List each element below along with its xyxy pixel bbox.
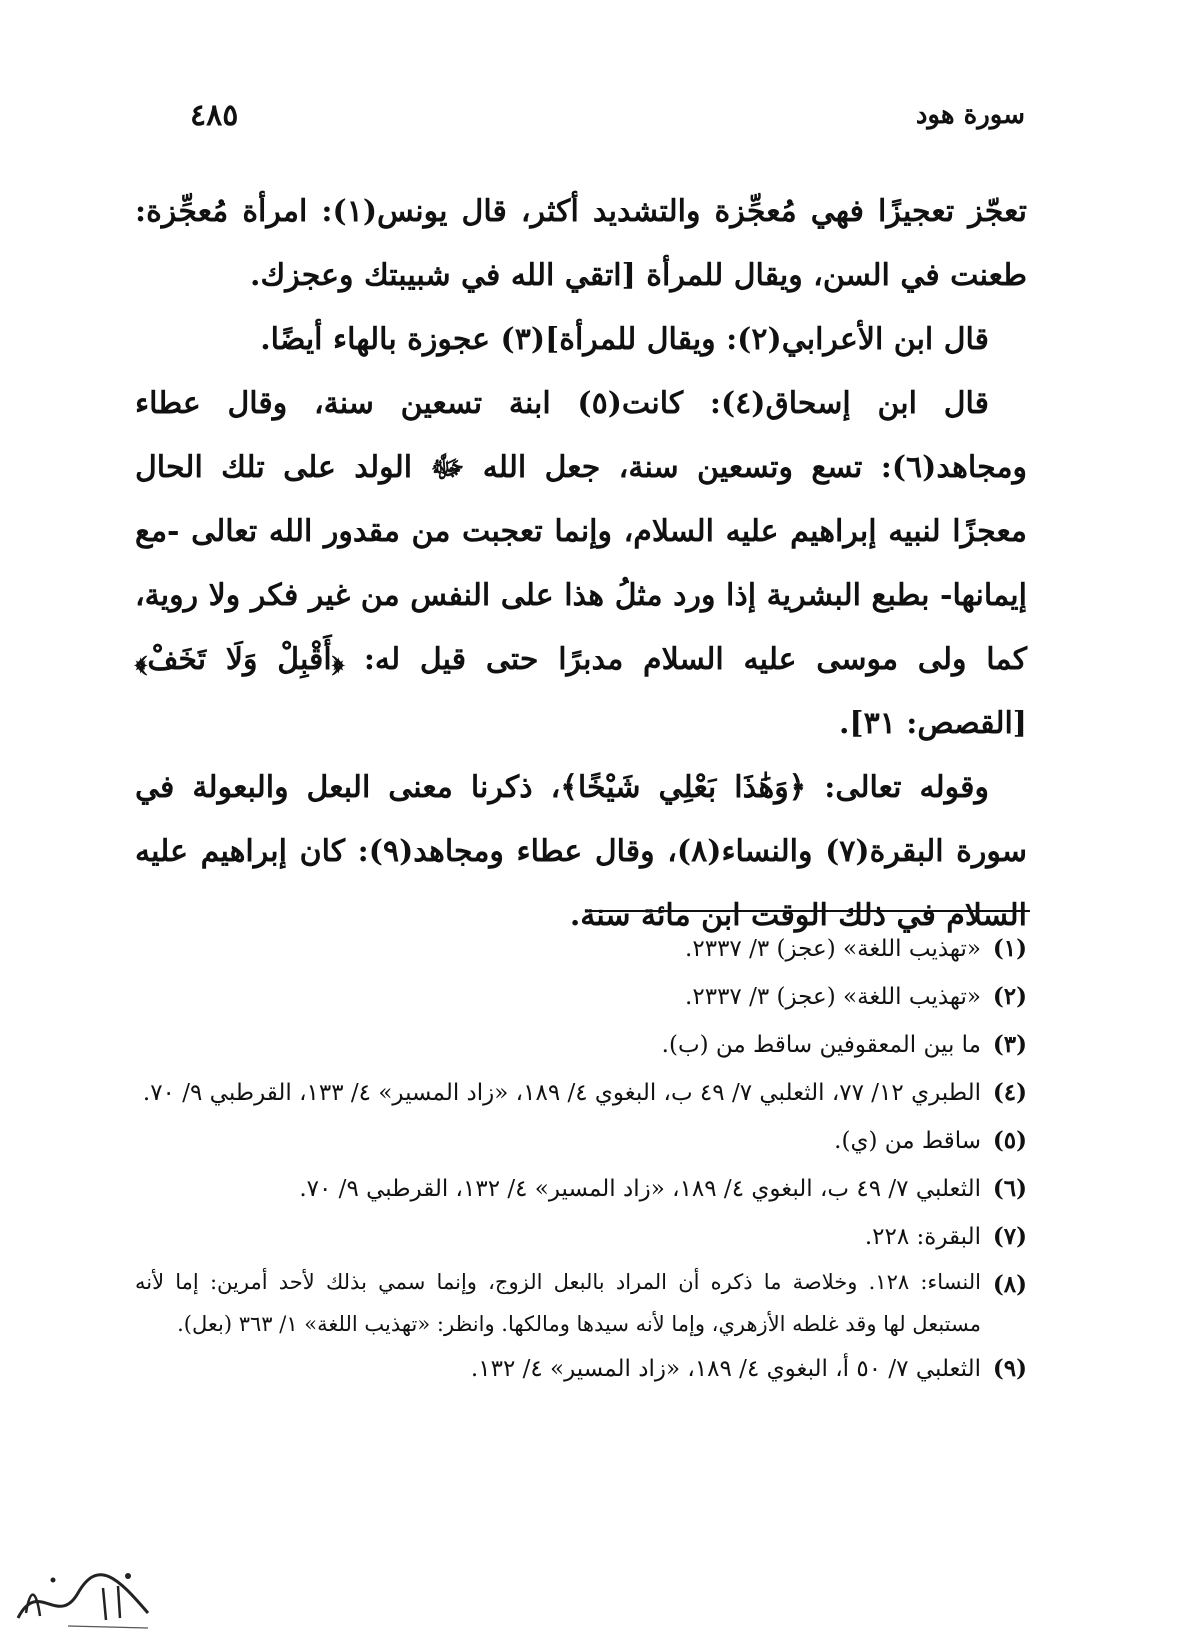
page-number: ٤٨٥ [190,97,239,133]
footnote-item [135,973,1027,1021]
footnote-item [135,1261,1027,1345]
footnote-item [135,1069,1027,1117]
footnote-item [135,1165,1027,1213]
footnote-text: ما بين المعقوفين ساقط من (ب). [661,1032,981,1058]
footnote-text: «تهذيب اللغة» (عجز) ٣/ ٢٣٣٧. [685,936,981,962]
footnote-text: الثعلبي ٧/ ٤٩ ب، البغوي ٤/ ١٨٩، «زاد المسير» ٤/ ١٣٢، القرطبي ٩/ ٧٠. [299,1176,981,1202]
footnote-text: «تهذيب اللغة» (عجز) ٣/ ٢٣٣٧. [685,984,981,1010]
paragraph-3: قال ابن إسحاق(٤): كانت(٥) ابنة تسعين سنة، وقال عطاء ومجاهد(٦): تسع وتسعين سنة، جعل الله ﷻ الولد على تلك الحال معجزًا لنبيه إبراهيم عليه السلام، وإنما تعجبت من مقدور الله تعالى -مع إيمانها- بطبع البشرية إذا ورد مثلُ هذا على النفس من غير فكر ولا روية، كما ولى موسى عليه السلام مدبرًا حتى قيل له: ﴿أَقْبِلْ وَلَا تَخَفْ﴾ [القصص: ٣١]. [135,386,1027,741]
paragraph-2: قال ابن الأعرابي(٢): ويقال للمرأة](٣) عجوزة بالهاء أيضًا. [260,322,989,357]
running-title: سورة هود [915,100,1025,130]
footnote-text: البقرة: ٢٢٨. [864,1224,981,1250]
publisher-logo [8,1558,158,1638]
main-text [135,180,1027,948]
footnote-item [135,1345,1027,1393]
footnote-text: الثعلبي ٧/ ٥٠ أ، البغوي ٤/ ١٨٩، «زاد المسير» ٤/ ١٣٢. [470,1356,981,1382]
footnote-number: (٧) [992,1223,1027,1250]
page-header [190,90,1025,140]
footnote-number: (٢) [992,983,1027,1010]
footnote-number: (٣) [992,1031,1027,1058]
footnote-item [135,1117,1027,1165]
footnote-item [135,1213,1027,1261]
footnote-text: النساء: ١٢٨. وخلاصة ما ذكره أن المراد بالبعل الزوج، وإنما سمي بذلك لأحد أمرين: إما لأنه مستبعل لها وقد غلطه الأزهري، وإما لأنه سيدها ومالكها. وانظر: «تهذيب اللغة» ١/ ٣٦٣ (بعل). [135,1270,981,1336]
paragraph-4: وقوله تعالى: ﴿وَهَٰذَا بَعْلِي شَيْخًا﴾، ذكرنا معنى البعل والبعولة في سورة البقرة(٧) والنساء(٨)، وقال عطاء ومجاهد(٩): كان إبراهيم عليه السلام في ذلك الوقت ابن مائة سنة. [135,770,1028,933]
footnote-text: الطبري ١٢/ ٧٧، الثعلبي ٧/ ٤٩ ب، البغوي ٤/ ١٨٩، «زاد المسير» ٤/ ١٣٣، القرطبي ٩/ ٧٠. [142,1080,981,1106]
footnotes [135,925,1027,1393]
footnote-number: (٤) [992,1079,1027,1106]
footnote-item [135,1021,1027,1069]
footnote-number: (١) [992,935,1027,962]
footnote-number: (٥) [992,1127,1027,1154]
footnote-number: (٦) [992,1175,1027,1202]
footnote-text: ساقط من (ي). [834,1128,981,1154]
footnote-separator [585,910,1030,912]
footnote-number: (٨) [992,1271,1027,1298]
footnote-item [135,925,1027,973]
footnote-number: (٩) [992,1355,1027,1382]
paragraph-1: تعجّز تعجيزًا فهي مُعجِّزة والتشديد أكثر، قال يونس(١): امرأة مُعجِّزة: طعنت في السن، ويقال للمرأة [اتقي الله في شبيبتك وعجزك. [135,194,1027,293]
